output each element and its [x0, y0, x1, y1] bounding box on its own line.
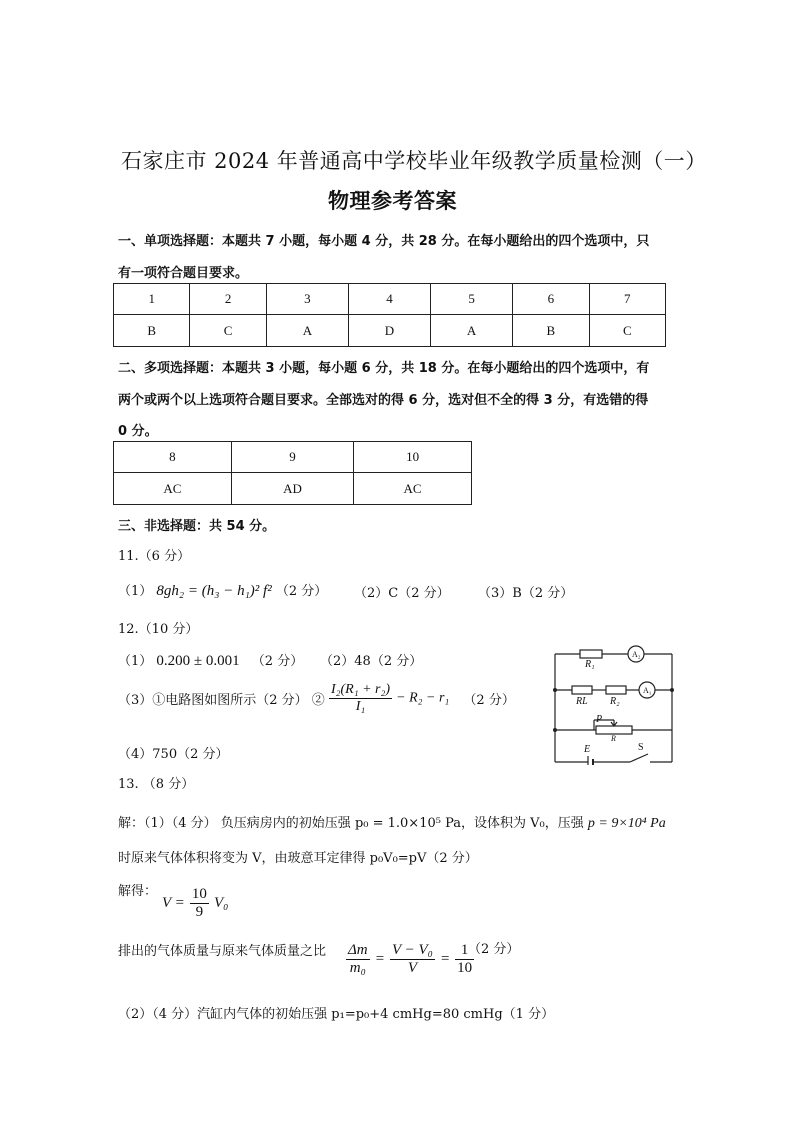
- q12-part1-score: （2 分）: [251, 654, 304, 669]
- label-r1: R₁: [585, 659, 595, 670]
- table-cell: AC: [114, 473, 232, 505]
- q12-part1-value: 0.200 ± 0.001: [156, 653, 240, 669]
- table-row: [114, 284, 666, 315]
- table-row: [114, 442, 472, 473]
- circuit-diagram: [548, 640, 678, 765]
- table-cell: AC: [354, 473, 472, 505]
- q13-ratio-num2: V − V₀: [391, 942, 433, 958]
- table-row: [114, 473, 472, 505]
- section1-heading: 一、单项选择题：本题共 7 小题，每小题 4 分，共 28 分。在每小题给出的四个选项中，只: [118, 234, 650, 249]
- q11-part1-formula: 8gh₂ = (h₃ − h₁)² f²: [156, 583, 272, 599]
- q13-solve-label: 解得：: [118, 884, 158, 899]
- q12-part3: [118, 682, 515, 715]
- q12-part3-tail: − R₂ − r₁: [396, 690, 450, 706]
- table-cell: C: [589, 315, 665, 347]
- q12-part3-score: （2 分）: [463, 693, 515, 708]
- table-cell: C: [190, 315, 266, 347]
- table-cell: 1: [114, 284, 190, 315]
- q11-part1-score: （2 分）: [275, 584, 328, 599]
- q13-line1-formula: p = 9×10⁴ Pa: [587, 816, 666, 831]
- page-title: 石家庄市 2024 年普通高中学校毕业年级教学质量检测（一）: [121, 149, 707, 173]
- table-cell: B: [114, 315, 190, 347]
- label-r: R: [611, 734, 616, 743]
- label-a1: A₁: [643, 686, 652, 695]
- label-e: E: [584, 744, 591, 755]
- q13-ratio-den3: 10: [457, 960, 473, 976]
- q13-ratio-fraction2: [390, 942, 435, 977]
- q13-line2: 时原来气体体积将变为 V，由玻意耳定律得 p₀V₀=pV（2 分）: [118, 851, 478, 866]
- q13-volume-equation: [162, 886, 228, 921]
- table-row: [114, 315, 666, 347]
- q13-ratio-num3: 1: [455, 942, 474, 960]
- table-cell: 10: [354, 442, 472, 473]
- q13-ratio-fraction1: [346, 942, 370, 977]
- q11-part1: [118, 580, 327, 600]
- q13-ratio-text: 排出的气体质量与原来气体质量之比: [118, 944, 327, 959]
- table-cell: 3: [266, 284, 348, 315]
- table-cell: AD: [231, 473, 353, 505]
- q13-ratio-equation: $\frac{\Delta m}{\text{m₀}}$ = $\frac{\text{V − V₀}}{V}$ = $\frac{1}{10}$: [348, 942, 473, 976]
- section1-answer-table: [113, 283, 666, 347]
- q13-label: 13. （8 分）: [118, 777, 195, 792]
- page-subtitle: 物理参考答案: [328, 188, 457, 213]
- section2-heading: 二、多项选择题：本题共 3 小题，每小题 6 分，共 18 分。在每小题给出的四个选项中，有: [118, 361, 650, 376]
- q12-part2: （2）48（2 分）: [320, 654, 423, 669]
- label-s: S: [638, 742, 644, 753]
- q12-label: 12.（10 分）: [118, 622, 199, 637]
- q12-part3-numerator: I₂(R₁ + r₂): [330, 682, 390, 697]
- table-cell: 9: [231, 442, 353, 473]
- label-rl: RL: [576, 696, 588, 707]
- q13-volume-denominator: 9: [195, 904, 204, 920]
- section3-heading: 三、非选择题：共 54 分。: [118, 519, 276, 534]
- q13-ratio-num1: Δm: [348, 942, 368, 958]
- table-cell: 6: [513, 284, 589, 315]
- switch-s: [630, 754, 648, 762]
- q13-line1: [118, 812, 666, 832]
- table-cell: A: [266, 315, 348, 347]
- table-cell: 8: [114, 442, 232, 473]
- label-a2: A₂: [632, 650, 641, 659]
- q11-part3: （3）B（2 分）: [478, 586, 574, 601]
- q11-part2: （2）C（2 分）: [354, 586, 450, 601]
- q12-part3-text: （3）①电路图如图所示（2 分） ②: [118, 693, 325, 708]
- section2-heading-cont: 两个或两个以上选项符合题目要求。全部选对的得 6 分，选对但不全的得 3 分，有选错的得: [118, 393, 649, 408]
- label-p: P: [596, 714, 603, 725]
- q12-part1-prefix: （1）: [118, 654, 153, 669]
- q11-label: 11.（6 分）: [118, 549, 191, 564]
- q13-ratio-den2: V: [407, 960, 417, 976]
- q13-line1-text: 解：（1）（4 分） 负压病房内的初始压强 p₀ = 1.0×10⁵ Pa，设体积为 V₀，压强: [118, 816, 584, 831]
- q12-part3-denominator: I₁: [355, 699, 366, 714]
- q12-part4: （4）750（2 分）: [118, 747, 229, 762]
- q11-part1-prefix: （1）: [118, 584, 153, 599]
- table-cell: 5: [431, 284, 513, 315]
- resistor-rl: [572, 686, 592, 694]
- rheostat-r: [596, 726, 632, 734]
- section2-answer-table: [113, 441, 472, 505]
- table-cell: 4: [348, 284, 430, 315]
- q13-volume-lhs: V =: [162, 895, 185, 911]
- table-cell: B: [513, 315, 589, 347]
- q13-volume-numerator: 10: [191, 886, 207, 902]
- table-cell: D: [348, 315, 430, 347]
- q12-part1: [118, 650, 303, 670]
- resistor-r2: [606, 686, 626, 694]
- section1-heading-cont: 有一项符合题目要求。: [118, 266, 249, 281]
- table-cell: A: [431, 315, 513, 347]
- label-r2: R₂: [610, 696, 620, 707]
- q13-volume-fraction: [190, 886, 209, 921]
- resistor-r1: [580, 650, 602, 658]
- q12-part3-fraction: [329, 682, 392, 715]
- table-cell: 2: [190, 284, 266, 315]
- table-cell: 7: [589, 284, 665, 315]
- q13-last-line: （2）（4 分）汽缸内气体的初始压强 p₁=p₀+4 cmHg=80 cmHg（1 分）: [118, 1007, 555, 1022]
- q13-ratio-den1: m₀: [349, 960, 366, 976]
- q13-ratio-score: （2 分）: [468, 942, 520, 957]
- q13-volume-tail: V₀: [213, 895, 229, 911]
- section2-heading-end: 0 分。: [118, 424, 158, 439]
